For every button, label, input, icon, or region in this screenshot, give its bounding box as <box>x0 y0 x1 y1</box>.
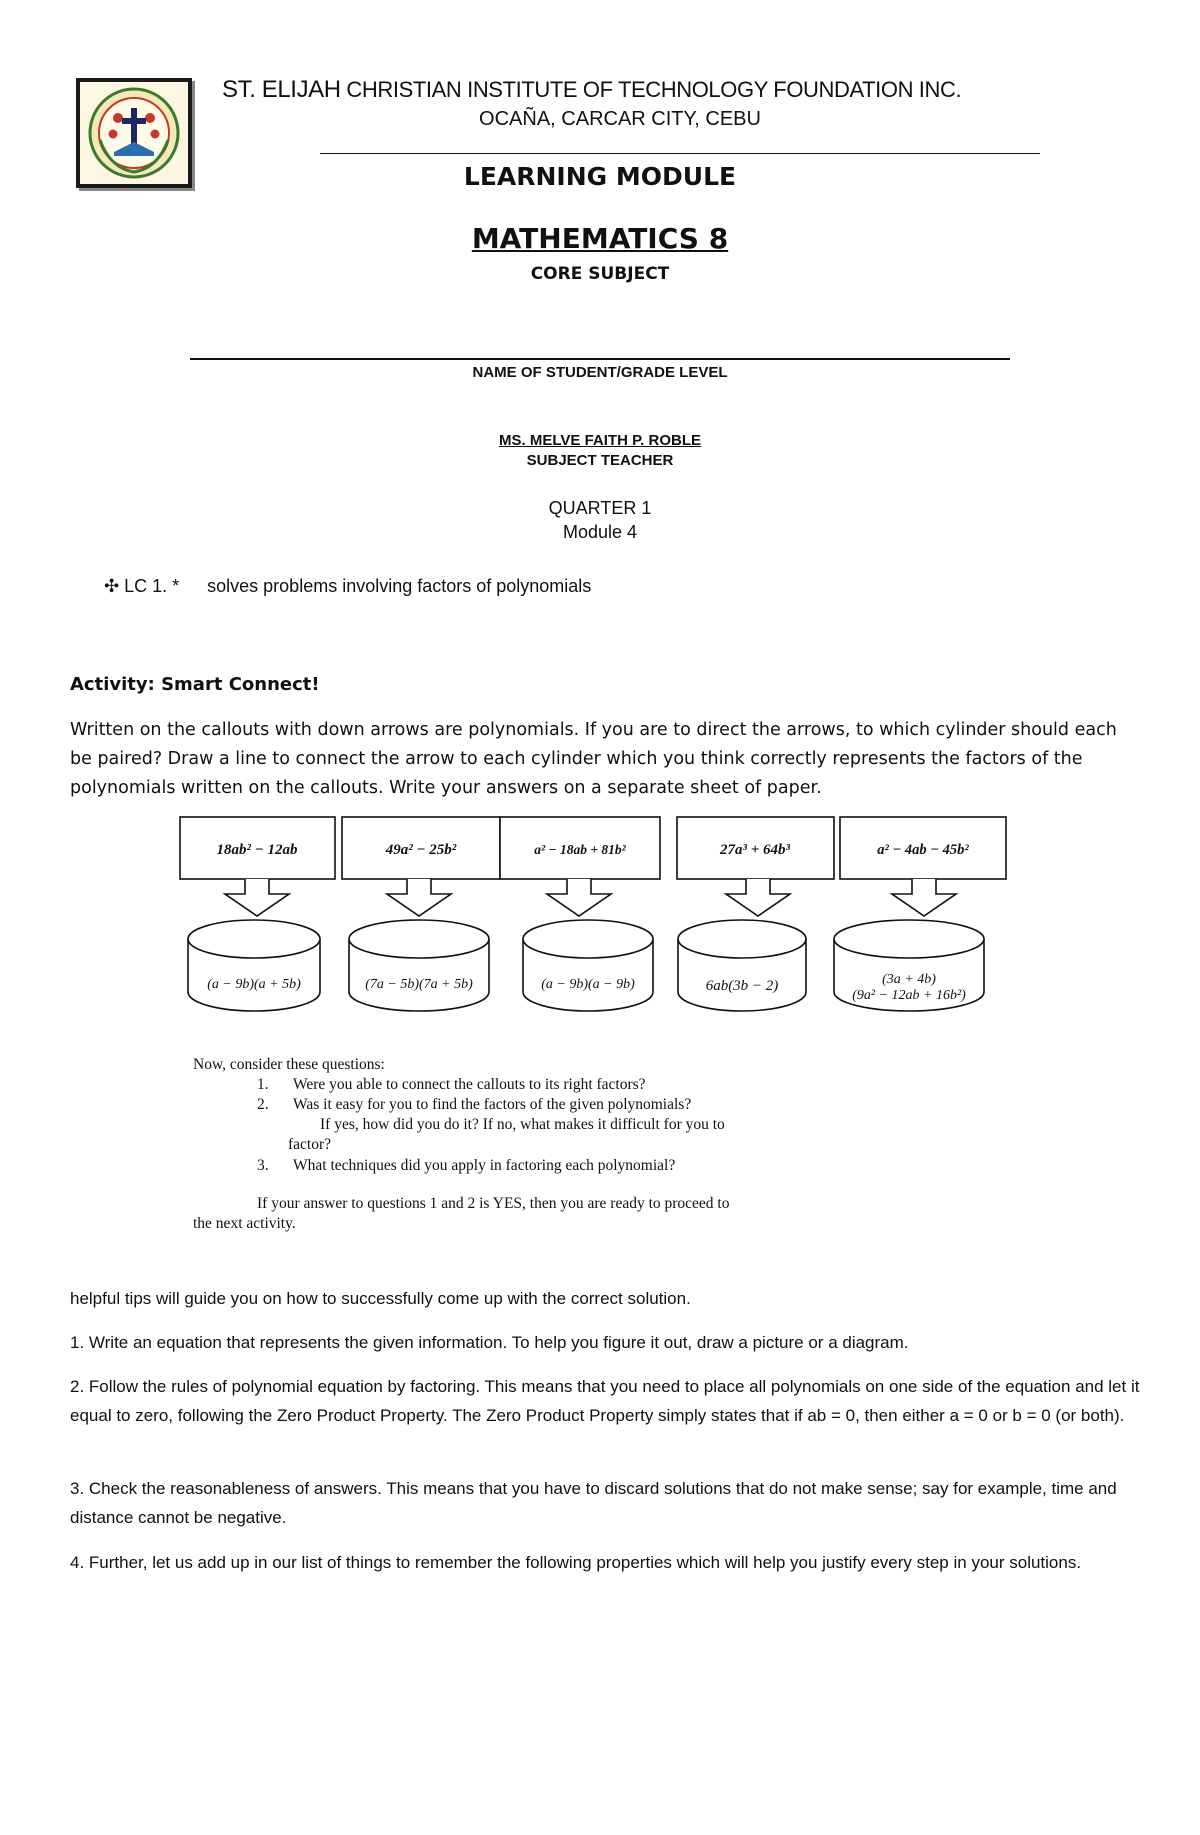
question-3: What techniques did you apply in factoring each polynomial? <box>293 1157 676 1174</box>
cylinder-label: (3a + 4b) <box>882 972 936 987</box>
activity-title: Activity: Smart Connect! <box>70 674 320 695</box>
school-address: OCAÑA, CARCAR CITY, CEBU <box>479 108 761 130</box>
tip-item: 4. Further, let us add up in our list of things to remember the following properties which will help you justify every step in your solutions. <box>70 1553 1082 1572</box>
cylinder-label: (a − 9b)(a + 5b) <box>207 977 301 992</box>
questions-closing: If your answer to questions 1 and 2 is YES, then you are ready to proceed to <box>257 1195 730 1212</box>
teacher-role: SUBJECT TEACHER <box>526 452 674 469</box>
question-2: Was it easy for you to find the factors of the given polynomials? <box>293 1096 692 1113</box>
cylinder-label: (7a − 5b)(7a + 5b) <box>365 977 473 992</box>
callout-label: a² − 4ab − 45b² <box>877 842 969 858</box>
school-name-first: ST. ELIJAH <box>222 76 341 103</box>
callout-label: 49a² − 25b² <box>385 842 457 858</box>
tip-item: 3. Check the reasonableness of answers. This means that you have to discard solutions that do not make sense; say for example, time and distance cannot be negative. <box>70 1479 1117 1527</box>
cylinder-label: 6ab(3b − 2) <box>705 978 779 994</box>
down-arrow-icon <box>726 879 790 916</box>
question-number: 2. <box>257 1096 269 1113</box>
tip-item: 2. Follow the rules of polynomial equation by factoring. This means that you need to place all polynomials on one side of the equation and let it equal to zero, following the Zero Product Property. The Zero Product Property simply states that if ab = 0, then either a = 0 or b = 0 (or both). <box>70 1377 1140 1425</box>
module-heading: LEARNING MODULE <box>463 162 737 191</box>
questions-closing-end: the next activity. <box>193 1215 296 1232</box>
student-name-line <box>190 358 1010 360</box>
quarter-label: QUARTER 1 <box>548 498 652 518</box>
activity-instructions: Written on the callouts with down arrows are polynomials. If you are to direct the arrows, to which cylinder should each be paired? Draw a line to connect the arrow to each cylinder which you think correctly represents the factors of the polynomials written on the callouts. Write your answers on a separate sheet of paper. <box>70 720 1117 798</box>
header-divider <box>320 153 1040 154</box>
school-name <box>222 76 961 104</box>
callout-label: 27a³ + 64b³ <box>719 842 791 858</box>
cylinder <box>678 920 806 1011</box>
question-number: 3. <box>257 1157 269 1174</box>
lc-text: solves problems involving factors of polynomials <box>207 576 592 596</box>
question-number: 1. <box>257 1076 269 1093</box>
down-arrow-icon <box>387 879 451 916</box>
teacher-name: MS. MELVE FAITH P. ROBLE <box>499 432 701 449</box>
cylinder-label: (9a² − 12ab + 16b²) <box>852 988 966 1003</box>
callout-label: a² − 18ab + 81b² <box>534 842 626 857</box>
learning-competency <box>104 576 591 597</box>
cylinder <box>188 920 320 1011</box>
question-1: Were you able to connect the callouts to its right factors? <box>293 1076 646 1093</box>
cylinder <box>523 920 653 1011</box>
callout-label: 18ab² − 12ab <box>216 842 298 858</box>
subject-type: CORE SUBJECT <box>530 264 670 284</box>
student-name-label: NAME OF STUDENT/GRADE LEVEL <box>472 364 728 381</box>
down-arrow-icon <box>892 879 956 916</box>
lc-code: LC 1. * <box>124 576 180 596</box>
reflection-questions <box>193 1056 1013 1236</box>
cylinder <box>349 920 489 1011</box>
diamond-bullet-icon: ✣ <box>104 576 120 596</box>
tips-intro: helpful tips will guide you on how to successfully come up with the correct solution. <box>70 1289 691 1308</box>
question-2-followup: If yes, how did you do it? If no, what makes it difficult for you to <box>320 1116 725 1133</box>
question-2-followup-end: factor? <box>288 1136 332 1153</box>
down-arrow-icon <box>225 879 289 916</box>
module-number: Module 4 <box>562 522 638 542</box>
school-name-rest: CHRISTIAN INSTITUTE OF TECHNOLOGY FOUNDATION INC. <box>340 77 962 102</box>
questions-intro: Now, consider these questions: <box>193 1056 385 1073</box>
subject-title: MATHEMATICS 8 <box>471 222 729 255</box>
cylinder-label: (a − 9b)(a − 9b) <box>541 977 635 992</box>
down-arrow-icon <box>547 879 611 916</box>
tip-item: 1. Write an equation that represents the given information. To help you figure it out, draw a picture or a diagram. <box>70 1333 909 1352</box>
